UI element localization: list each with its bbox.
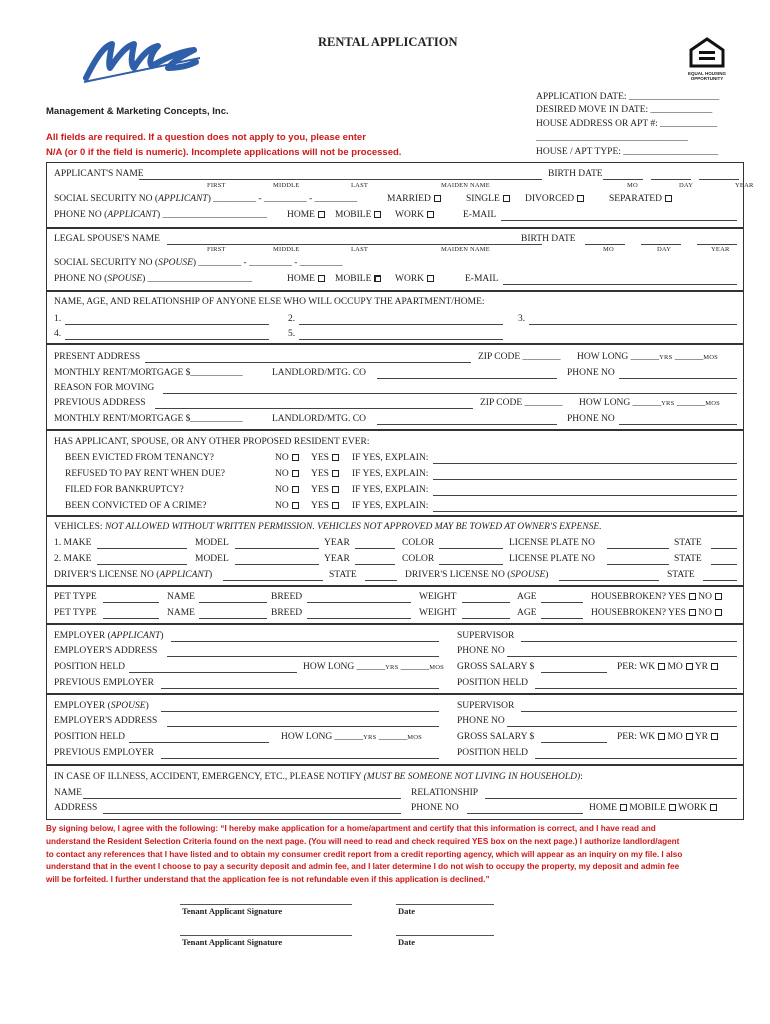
mobile-checkbox[interactable] [374,211,381,218]
required-note-2: N/A (or 0 if the field is numeric). Incomplete applications will not be processed. [46,147,402,158]
employment-applicant-section [46,624,744,694]
year-1-input[interactable] [355,548,395,549]
q1-no-option[interactable]: NO [275,453,299,463]
dl-applicant-label: DRIVER'S LICENSE NO (APPLICANT) [54,570,213,580]
dl-spouse-state-input[interactable] [703,580,737,581]
color-2-input[interactable] [439,564,503,565]
plate-2-label: LICENSE PLATE NO [509,554,596,564]
history-question-2: REFUSED TO PAY RENT WHEN DUE? [65,469,226,479]
history-section [46,430,744,516]
pets-section [46,586,744,624]
color-1-input[interactable] [439,548,503,549]
per-month-checkbox[interactable] [686,733,693,740]
single-option[interactable]: SINGLE [466,194,510,204]
prev-position-label: POSITION HELD [457,678,528,688]
email-label: E-MAIL [465,274,499,284]
position-label: POSITION HELD [54,732,125,742]
q1-no-checkbox[interactable] [292,454,299,461]
landlord-label: LANDLORD/MTG. CO [272,368,366,378]
applicant-section [46,162,754,228]
prev-phone-label: PHONE NO [567,414,615,424]
prev-position-label: POSITION HELD [457,748,528,758]
pet-type-1-input[interactable] [103,602,159,603]
year-1-label: YEAR [324,538,350,548]
q4-no-checkbox[interactable] [292,502,299,509]
previous-address-input[interactable] [155,408,473,409]
q2-explain-input[interactable] [433,479,737,480]
maiden-label: MAIDEN NAME [441,182,490,189]
date-2-input[interactable] [396,935,494,936]
emergency-phone-type[interactable]: HOME MOBILE WORK [589,803,717,813]
employer-phone-input[interactable] [507,656,737,657]
prev-zip-field[interactable]: ZIP CODE ________ [480,398,563,408]
spouse-position-input[interactable] [129,742,269,743]
separated-checkbox[interactable] [665,195,672,202]
supervisor-label: SUPERVISOR [457,701,515,711]
spouse-home-option[interactable]: HOME [287,274,325,284]
agreement-text [46,823,682,887]
employer-applicant-input[interactable] [171,641,439,642]
q3-no-checkbox[interactable] [292,486,299,493]
dl-applicant-input[interactable] [223,580,323,581]
signature-2-label: Tenant Applicant Signature [182,937,283,947]
pet-breed-1-label: BREED [271,592,303,602]
birth-date-label: BIRTH DATE [521,234,576,244]
spouse-birth-day-input[interactable] [641,244,681,245]
single-checkbox[interactable] [503,195,510,202]
history-header: HAS APPLICANT, SPOUSE, OR ANY OTHER PROPOSED RESIDENT EVER: [54,437,370,447]
year-2-input[interactable] [355,564,395,565]
employer-address-input[interactable] [167,656,439,657]
pet-name-2-label: NAME [167,608,195,618]
emergency-header: IN CASE OF ILLNESS, ACCIDENT, EMERGENCY, ETC., PLEASE NOTIFY (MUST BE SOMEONE NOT LIVING IN HOUSEHOLD): [54,772,583,782]
spouse-supervisor-input[interactable] [521,711,737,712]
spouse-employer-phone-input[interactable] [507,726,737,727]
model-1-input[interactable] [235,548,319,549]
required-note-1: All fields are required. If a question does not apply to you, please enter [46,132,366,143]
q1-yes-option[interactable]: YES [311,453,339,463]
occupant-2-input[interactable] [299,324,503,325]
plate-1-label: LICENSE PLATE NO [509,538,596,548]
email-input[interactable] [501,220,737,221]
agreement-line: understand that in the event I choose to pay a security deposit and admin fee, and I later determine I do not wish to occupy the property, my deposit and admin fee [46,862,680,872]
color-2-label: COLOR [402,554,435,564]
house-apt-type-field[interactable]: HOUSE / APT TYPE: ____________________ [536,147,719,157]
q1-yes-checkbox[interactable] [332,454,339,461]
housebroken-1-yes-checkbox[interactable] [689,593,696,600]
spouse-work-option[interactable]: WORK [395,274,434,284]
date-1-input[interactable] [396,904,494,905]
state-1-label: STATE [674,538,702,548]
pet-name-2-input[interactable] [199,618,267,619]
mobile-checkbox[interactable] [669,804,676,811]
middle-label: MIDDLE [273,246,300,253]
dl-state-label: STATE [329,570,357,580]
present-address-label: PRESENT ADDRESS [54,352,141,362]
relationship-label: RELATIONSHIP [411,788,479,798]
q2-yes-option[interactable]: YES [311,469,339,479]
dl-spouse-label: DRIVER'S LICENSE NO (SPOUSE) [405,570,549,580]
prev-position-input[interactable] [535,688,737,689]
applicant-name-input[interactable] [139,179,542,180]
spouse-previous-employer-input[interactable] [161,758,439,759]
signature-1-label: Tenant Applicant Signature [182,906,283,916]
state-2-input[interactable] [711,564,737,565]
model-2-label: MODEL [195,554,229,564]
q3-no-option[interactable]: NO [275,485,299,495]
divorced-option[interactable]: DIVORCED [525,194,584,204]
q4-explain-input[interactable] [433,511,737,512]
pet-age-2-input[interactable] [541,618,583,619]
make-1-label: 1. MAKE [54,538,92,548]
prev-landlord-phone-input[interactable] [619,424,737,425]
divorced-checkbox[interactable] [577,195,584,202]
emergency-name-label: NAME [54,788,82,798]
spouse-birth-mo-input[interactable] [585,244,625,245]
history-question-4: BEEN CONVICTED OF A CRIME? [65,501,207,511]
occupant-2-num: 2. [288,314,296,324]
housebroken-2-no-checkbox[interactable] [715,609,722,616]
pet-weight-2-label: WEIGHT [419,608,457,618]
relationship-input[interactable] [485,798,737,799]
landlord-input[interactable] [377,378,557,379]
spouse-employer-address-input[interactable] [167,726,439,727]
present-address-input[interactable] [145,362,471,363]
emergency-section [46,765,744,820]
spouse-salary-input[interactable] [541,742,607,743]
agreement-line: will be forfeited. I further understand that the application fee is not refundable even if this application is declined.” [46,875,490,885]
q2-yes-checkbox[interactable] [332,470,339,477]
occupants-section [46,291,744,344]
employer-spouse-input[interactable] [161,711,439,712]
employer-phone-label: PHONE NO [457,646,505,656]
first-label: FIRST [207,182,226,189]
spouse-prev-position-input[interactable] [535,758,737,759]
landlord-phone-input[interactable] [619,378,737,379]
make-2-input[interactable] [97,564,187,565]
salary-label: GROSS SALARY $ [457,732,535,742]
pet-age-1-input[interactable] [541,602,583,603]
home-checkbox[interactable] [318,275,325,282]
spouse-ssn-field[interactable]: SOCIAL SECURITY NO (SPOUSE) _________ - _________ - _________ [54,258,343,268]
emergency-name-input[interactable] [83,798,401,799]
model-2-input[interactable] [235,564,319,565]
prev-how-long-field[interactable]: HOW LONG ______YRS ______MOS [579,398,720,408]
occupant-3-num: 3. [518,314,526,324]
q3-explain-label: IF YES, EXPLAIN: [352,485,429,495]
agreement-line: to contact any references that I have listed and to obtain my consumer credit report from a credit reporting agency, which will appear as an inquiry on my file. I also [46,849,683,859]
spouse-pay-period[interactable]: PER: WK MO YR [617,732,718,742]
equal-housing-logo [687,36,731,81]
agreement-line: understand the Resident Selection Criteria found on the next page. (You will need to read and check required YES box on the next page.) I authorize landlord/agent [46,836,680,846]
spouse-phone-field[interactable]: PHONE NO (SPOUSE) ______________________ [54,274,253,284]
pay-period[interactable]: PER: WK MO YR [617,662,718,672]
year-2-label: YEAR [324,554,350,564]
applicant-name-label: APPLICANT'S NAME [54,169,144,179]
emergency-phone-input[interactable] [467,813,583,814]
company-logo [82,38,202,89]
q1-explain-label: IF YES, EXPLAIN: [352,453,429,463]
equal-housing-text: EQUAL HOUSING OPPORTUNITY [688,71,726,81]
house-address-field-2[interactable]: ________________________________ [536,133,688,143]
day-label: DAY [657,246,672,253]
company-name: Management & Marketing Concepts, Inc. [46,106,229,117]
pet-name-1-label: NAME [167,592,195,602]
zip-field[interactable]: ZIP CODE ________ [478,352,561,362]
maiden-label: MAIDEN NAME [441,246,490,253]
occupant-3-input[interactable] [529,324,737,325]
year-label: YEAR [735,182,754,189]
previous-address-label: PREVIOUS ADDRESS [54,398,146,408]
work-checkbox[interactable] [427,211,434,218]
year-label: YEAR [711,246,730,253]
spouse-name-input[interactable] [167,244,542,245]
spouse-section [46,228,744,291]
per-month-checkbox[interactable] [686,663,693,670]
plate-1-input[interactable] [607,548,669,549]
agreement-line: By signing below, I agree with the following: “I hereby make application for a home/apartment and certify that this information is correct, and I have read and [46,824,656,833]
pet-name-1-input[interactable] [199,602,267,603]
salary-input[interactable] [541,672,607,673]
q2-no-checkbox[interactable] [292,470,299,477]
separated-option[interactable]: SEPARATED [609,194,672,204]
q2-explain-label: IF YES, EXPLAIN: [352,469,429,479]
work-option[interactable]: WORK [395,210,434,220]
vehicles-section [46,516,744,586]
application-date-field[interactable]: APPLICATION DATE: ___________________ [536,92,720,102]
pet-breed-1-input[interactable] [307,602,411,603]
q4-explain-label: IF YES, EXPLAIN: [352,501,429,511]
dl-spouse-input[interactable] [559,580,659,581]
employment-spouse-section [46,694,744,765]
reason-label: REASON FOR MOVING [54,383,155,393]
spouse-mobile-option[interactable]: MOBILE [335,274,381,284]
work-checkbox[interactable] [427,275,434,282]
history-question-3: FILED FOR BANKRUPTCY? [65,485,184,495]
previous-employer-label: PREVIOUS EMPLOYER [54,678,155,688]
previous-employer-input[interactable] [161,688,439,689]
pet-type-2-label: PET TYPE [54,608,97,618]
employer-spouse-label: EMPLOYER (SPOUSE) [54,701,149,711]
prev-monthly-rent-field[interactable]: MONTHLY RENT/MORTGAGE $___________ [54,414,243,424]
supervisor-label: SUPERVISOR [457,631,515,641]
spouse-name-label: LEGAL SPOUSE'S NAME [54,234,160,244]
home-option[interactable]: HOME [287,210,325,220]
married-option[interactable]: MARRIED [387,194,441,204]
spouse-email-input[interactable] [503,284,737,285]
employer-applicant-label: EMPLOYER (APPLICANT) [54,631,164,641]
home-checkbox[interactable] [318,211,325,218]
q3-explain-input[interactable] [433,495,737,496]
history-question-1: BEEN EVICTED FROM TENANCY? [65,453,214,463]
per-week-checkbox[interactable] [658,733,665,740]
ssn-field[interactable]: SOCIAL SECURITY NO (APPLICANT) _________ - _________ - _________ [54,194,358,204]
q1-explain-input[interactable] [433,463,737,464]
prev-landlord-input[interactable] [377,424,557,425]
date-2-label: Date [398,937,415,947]
pet-type-2-input[interactable] [103,618,159,619]
mo-label: MO [627,182,638,189]
pet-age-1-label: AGE [517,592,537,602]
per-week-checkbox[interactable] [658,663,665,670]
pet-type-1-label: PET TYPE [54,592,97,602]
prev-landlord-label: LANDLORD/MTG. CO [272,414,366,424]
house-address-field[interactable]: HOUSE ADDRESS OR APT #: ____________ [536,119,718,129]
q4-no-option[interactable]: NO [275,501,299,511]
q4-yes-checkbox[interactable] [332,502,339,509]
q2-no-option[interactable]: NO [275,469,299,479]
q3-yes-option[interactable]: YES [311,485,339,495]
position-label: POSITION HELD [54,662,125,672]
date-1-label: Date [398,906,415,916]
occupant-5-input[interactable] [299,339,503,340]
q3-yes-checkbox[interactable] [332,486,339,493]
monthly-rent-field[interactable]: MONTHLY RENT/MORTGAGE $___________ [54,368,243,378]
married-checkbox[interactable] [434,195,441,202]
q4-yes-option[interactable]: YES [311,501,339,511]
birth-day-input[interactable] [651,179,691,180]
salary-label: GROSS SALARY $ [457,662,535,672]
employer-phone-label: PHONE NO [457,716,505,726]
position-input[interactable] [129,672,297,673]
color-1-label: COLOR [402,538,435,548]
birth-year-input[interactable] [699,179,739,180]
vehicles-header: VEHICLES: NOT ALLOWED WITHOUT WRITTEN PERMISSION. VEHICLES NOT APPROVED MAY BE TOWED AT OWNER'S EXPENSE. [54,522,602,532]
pet-weight-2-input[interactable] [462,618,510,619]
occupant-1-num: 1. [54,314,62,324]
occupant-1-input[interactable] [65,324,269,325]
pet-weight-1-input[interactable] [462,602,510,603]
dl-state-input[interactable] [365,580,397,581]
occupant-4-num: 4. [54,329,62,339]
move-in-date-field[interactable]: DESIRED MOVE IN DATE: _____________ [536,105,713,115]
residence-section [46,344,744,430]
housebroken-1[interactable]: HOUSEBROKEN? YES NO [591,592,722,602]
spouse-how-long-field[interactable]: HOW LONG ______YRS ______MOS [281,732,422,742]
work-checkbox[interactable] [710,804,717,811]
phone-field[interactable]: PHONE NO (APPLICANT) ______________________ [54,210,267,220]
employer-address-label: EMPLOYER'S ADDRESS [54,646,158,656]
birth-mo-input[interactable] [603,179,643,180]
phone-label: PHONE NO [567,368,615,378]
dl-spouse-state-label: STATE [667,570,695,580]
day-label: DAY [679,182,694,189]
per-year-checkbox[interactable] [711,733,718,740]
pet-breed-2-input[interactable] [307,618,411,619]
page-title: RENTAL APPLICATION [318,35,458,49]
signature-2-input[interactable] [180,935,352,936]
pet-weight-1-label: WEIGHT [419,592,457,602]
emergency-address-input[interactable] [103,813,401,814]
mo-label: MO [603,246,614,253]
emergency-address-label: ADDRESS [54,803,98,813]
occupant-4-input[interactable] [65,339,269,340]
mobile-checkbox[interactable] [374,275,381,282]
how-long-field[interactable]: HOW LONG ______YRS ______MOS [303,662,444,672]
emergency-phone-label: PHONE NO [411,803,459,813]
housebroken-1-no-checkbox[interactable] [715,593,722,600]
email-label: E-MAIL [463,210,497,220]
previous-employer-label: PREVIOUS EMPLOYER [54,748,155,758]
mobile-option[interactable]: MOBILE [335,210,381,220]
supervisor-input[interactable] [521,641,737,642]
housebroken-2-yes-checkbox[interactable] [689,609,696,616]
reason-input[interactable] [163,393,737,394]
middle-label: MIDDLE [273,182,300,189]
how-long-field[interactable]: HOW LONG ______YRS ______MOS [577,352,718,362]
spouse-birth-year-input[interactable] [697,244,737,245]
make-2-label: 2. MAKE [54,554,92,564]
signature-1-input[interactable] [180,904,352,905]
birth-date-label: BIRTH DATE [548,169,603,179]
make-1-input[interactable] [97,548,187,549]
last-label: LAST [351,182,369,189]
employer-address-label: EMPLOYER'S ADDRESS [54,716,158,726]
pet-age-2-label: AGE [517,608,537,618]
first-label: FIRST [207,246,226,253]
state-1-input[interactable] [711,548,737,549]
housebroken-2[interactable]: HOUSEBROKEN? YES NO [591,608,722,618]
state-2-label: STATE [674,554,702,564]
plate-2-input[interactable] [607,564,669,565]
pet-breed-2-label: BREED [271,608,303,618]
per-year-checkbox[interactable] [711,663,718,670]
occupants-label: NAME, AGE, AND RELATIONSHIP OF ANYONE ELSE WHO WILL OCCUPY THE APARTMENT/HOME: [54,297,485,307]
last-label: LAST [351,246,369,253]
model-1-label: MODEL [195,538,229,548]
home-checkbox[interactable] [620,804,627,811]
occupant-5-num: 5. [288,329,296,339]
